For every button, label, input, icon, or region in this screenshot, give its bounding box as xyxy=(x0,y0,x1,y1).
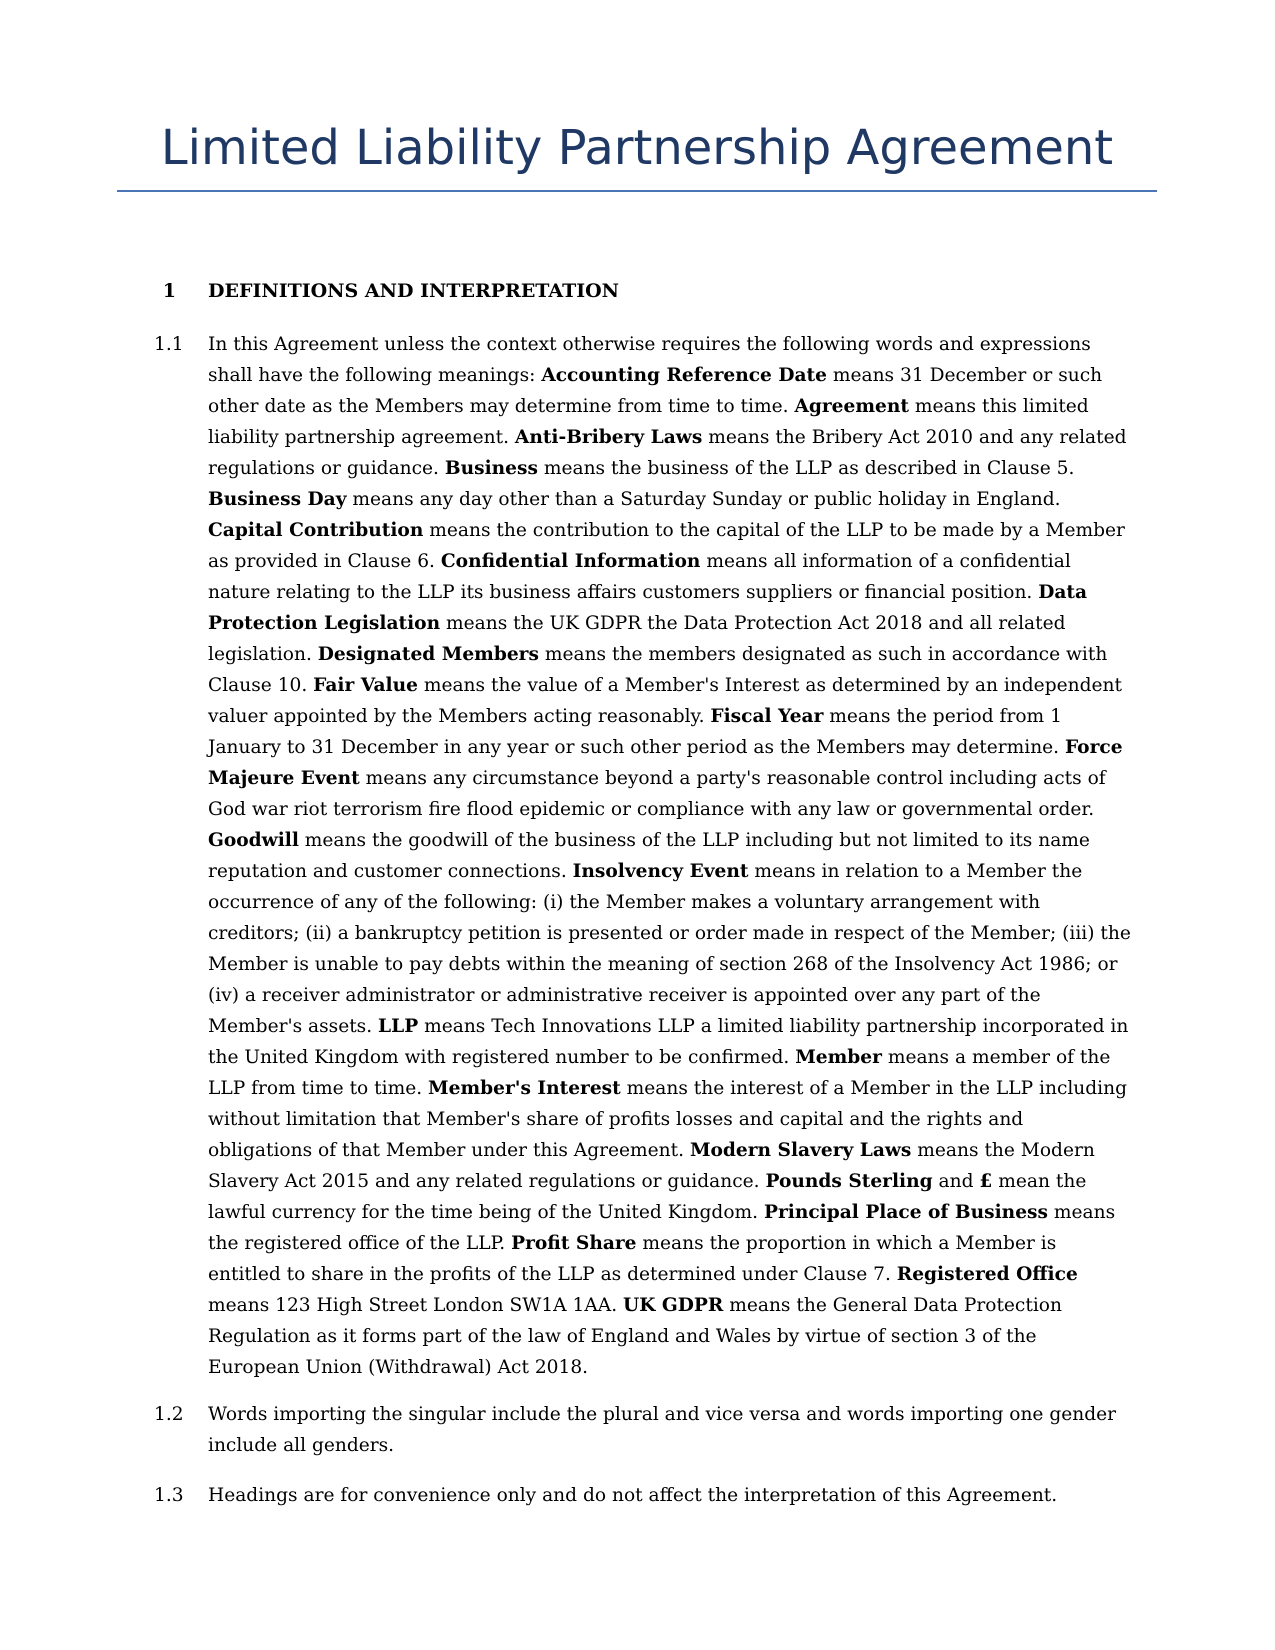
clause-1-3 xyxy=(150,1480,1132,1511)
title-underline-rule xyxy=(117,190,1157,192)
defined-term: Accounting Reference Date xyxy=(541,365,827,386)
defined-term: UK GDPR xyxy=(623,1295,724,1316)
definition-text: means the business of the LLP as described in Clause 5. xyxy=(537,458,1075,479)
definition-text: means all information of a confidential nature relating to the LLP its business affairs customers suppliers or financial position. xyxy=(208,551,1071,603)
definition-text: means any circumstance beyond a party's reasonable control including acts of God war riot terrorism fire flood epidemic or compliance with any law or governmental order. xyxy=(208,768,1106,820)
definition-text: means in relation to a Member the occurrence of any of the following: (i) the Member makes a voluntary arrangement with creditors; (ii) a bankruptcy petition is presented or order made in respect of the Member; (iii) the Member is unable to pay debts within the meaning of section 268 of the Insolvency Act 1986; or (iv) a receiver administrator or administrative receiver is appointed over any part of the Member's assets. xyxy=(208,861,1131,1037)
defined-term: Capital Contribution xyxy=(208,520,424,541)
defined-term: Registered Office xyxy=(896,1264,1078,1285)
definition-text: means the General Data Protection Regulation as it forms part of the law of England and Wales by virtue of section 3 of the European Union (Withdrawal) Act 2018. xyxy=(208,1295,1062,1378)
defined-term: LLP xyxy=(378,1016,419,1037)
defined-term: Pounds Sterling xyxy=(765,1171,933,1192)
definition-text: means the contribution to the capital of the LLP to be made by a Member as provided in Clause 6. xyxy=(208,520,1125,572)
defined-term: Fiscal Year xyxy=(710,706,824,727)
definition-text: means any day other than a Saturday Sunday or public holiday in England. xyxy=(346,489,1061,510)
defined-term: Agreement xyxy=(794,396,909,417)
defined-term: Member xyxy=(795,1047,882,1068)
definition-text: means the members designated as such in accordance with Clause 10. xyxy=(208,644,1108,696)
definition-text: means Tech Innovations LLP a limited liability partnership incorporated in the United Kingdom with registered number to be confirmed. xyxy=(208,1016,1129,1068)
defined-term: Principal Place of Business xyxy=(763,1202,1048,1223)
defined-term: Profit Share xyxy=(511,1233,637,1254)
definition-text: means 123 High Street London SW1A 1AA. xyxy=(208,1295,624,1316)
section-heading xyxy=(150,278,1150,304)
defined-term: Data Protection Legislation xyxy=(208,582,1088,634)
definition-text: means this limited liability partnership agreement. xyxy=(208,396,1089,448)
defined-term: Insolvency Event xyxy=(572,861,749,882)
clause-text xyxy=(208,329,1132,1383)
defined-term: Confidential Information xyxy=(440,551,701,572)
clause-1-1 xyxy=(150,329,1132,1383)
definition-text: means the goodwill of the business of the LLP including but not limited to its name reputation and customer connections. xyxy=(208,830,1090,882)
clause-1-2 xyxy=(150,1399,1132,1461)
clause-intro-text: In this Agreement unless the context otherwise requires the following words and expressions shall have the following meanings: xyxy=(208,334,1091,386)
clause-number: 1.3 xyxy=(154,1485,184,1506)
definition-text: means the proportion in which a Member is entitled to share in the profits of the LLP as determined under Clause 7. xyxy=(208,1233,1057,1285)
defined-term: Anti-Bribery Laws xyxy=(514,427,703,448)
definition-text: means the Modern Slavery Act 2015 and any related regulations or guidance. xyxy=(208,1140,1095,1192)
definition-text: means the UK GDPR the Data Protection Act 2018 and all related legislation. xyxy=(208,613,1066,665)
definition-text: means the registered office of the LLP. xyxy=(208,1202,1116,1254)
definition-text: means the period from 1 January to 31 December in any year or such other period as the Members may determine. xyxy=(208,706,1065,758)
definition-text: means a member of the LLP from time to time. xyxy=(208,1047,1111,1099)
defined-term: Goodwill xyxy=(208,830,299,851)
defined-term: Force Majeure Event xyxy=(208,737,1123,789)
defined-term: Modern Slavery Laws xyxy=(689,1140,912,1161)
defined-term: £ xyxy=(979,1171,993,1192)
clause-number: 1.2 xyxy=(154,1404,184,1425)
clause-number: 1.1 xyxy=(154,334,184,355)
clause-text: Words importing the singular include the plural and vice versa and words importing one gender include all genders. xyxy=(208,1404,1117,1456)
definition-text: mean the lawful currency for the time being of the United Kingdom. xyxy=(208,1171,1087,1223)
definition-text: means the value of a Member's Interest as determined by an independent valuer appointed by the Members acting reasonably. xyxy=(208,675,1122,727)
defined-term: Member's Interest xyxy=(428,1078,621,1099)
document-title: Limited Liability Partnership Agreement xyxy=(160,120,1114,176)
definition-text: and xyxy=(932,1171,980,1192)
defined-term: Fair Value xyxy=(313,675,418,696)
clause-text: Headings are for convenience only and do not affect the interpretation of this Agreement. xyxy=(208,1485,1058,1506)
defined-term: Business xyxy=(444,458,538,479)
definition-text: means 31 December or such other date as the Members may determine from time to time. xyxy=(208,365,1103,417)
defined-term: Designated Members xyxy=(317,644,539,665)
definition-text: means the Bribery Act 2010 and any related regulations or guidance. xyxy=(208,427,1127,479)
definition-text: means the interest of a Member in the LLP including without limitation that Member's share of profits losses and capital and the rights and obligations of that Member under this Agreement. xyxy=(208,1078,1128,1161)
section-heading-text: DEFINITIONS AND INTERPRETATION xyxy=(208,280,620,302)
defined-term: Business Day xyxy=(208,489,347,510)
section-number: 1 xyxy=(162,280,176,302)
